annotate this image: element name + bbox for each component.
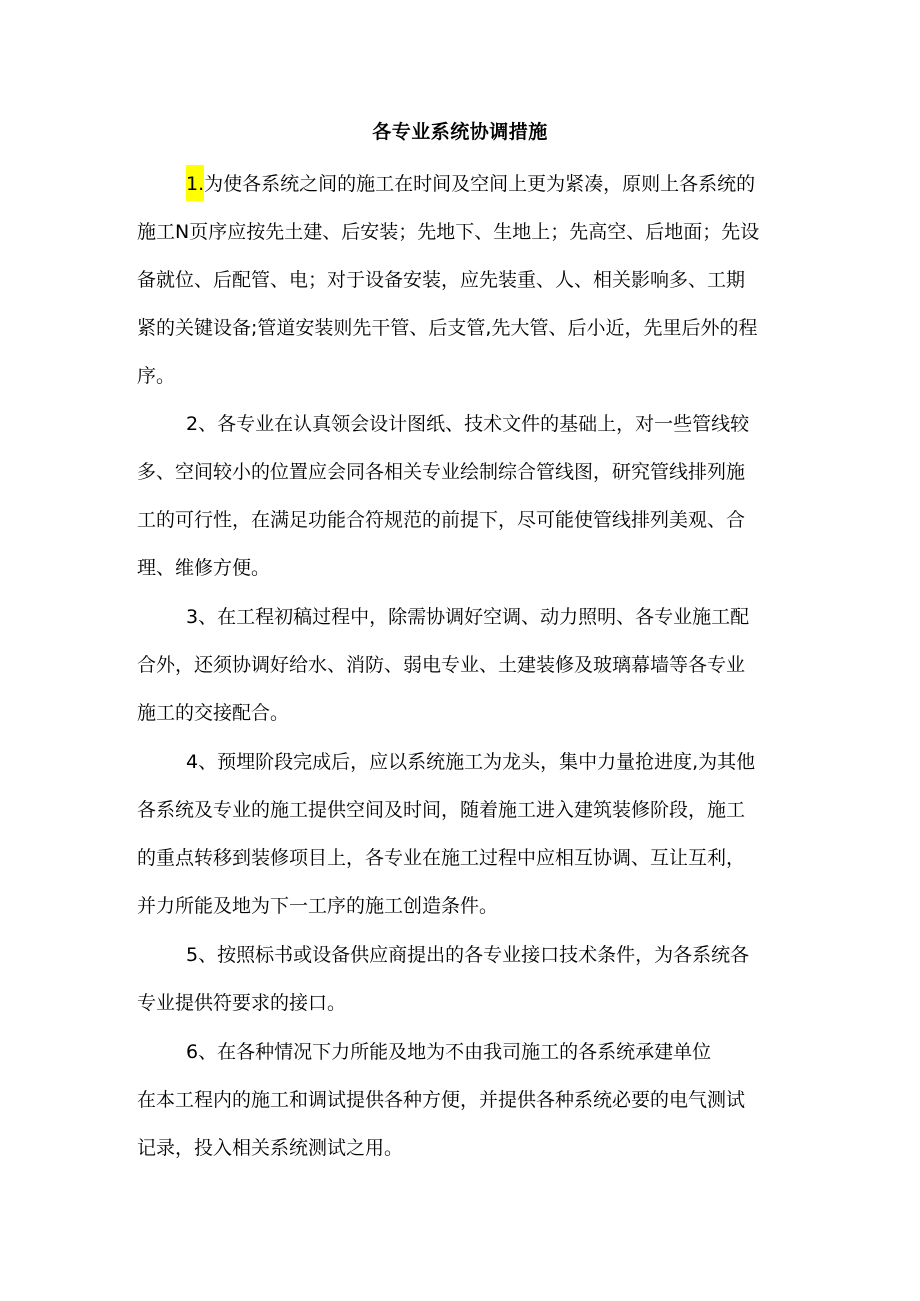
- paragraph-4-line-3: 的重点转移到装修项目上，各专业在施工过程中应相互协调、互让互利，: [137, 847, 746, 869]
- paragraph-3-line-1: 3、在工程初稿过程中，除需协调好空调、动力照明、各专业施工配: [186, 606, 750, 628]
- paragraph-5-line-1: 5、按照标书或设备供应商提出的各专业接口技术条件，为各系统各: [186, 944, 750, 966]
- paragraph-3-line-3: 施工的交接配合。: [137, 702, 290, 724]
- paragraph-1-line-3: 备就位、后配管、电；对于设备安装，应先装重、人、相关影响多、工期: [137, 269, 746, 291]
- paragraph-1-line-5: 序。: [137, 365, 176, 387]
- paragraph-4-line-1: 4、预埋阶段完成后，应以系统施工为龙头，集中力量抢进度,为其他: [186, 751, 756, 773]
- paragraph-4-line-2: 各系统及专业的施工提供空间及时间，随着施工进入建筑装修阶段，施工: [137, 799, 746, 821]
- paragraph-2-line-2: 多、空间较小的位置应会同各相关专业绘制综合管线图，研究管线排列施: [137, 461, 746, 483]
- paragraph-2-line-4: 理、维修方便。: [137, 557, 271, 579]
- paragraph-6-line-1: 6、在各种情况下力所能及地为不由我司施工的各系统承建单位: [186, 1041, 712, 1063]
- paragraph-1-line-2: 施工N页序应按先土建、后安装；先地下、生地上；先高空、后地面；先设: [137, 221, 760, 243]
- paragraph-3-line-2: 合外，还须协调好给水、消防、弱电专业、土建装修及玻璃幕墙等各专业: [137, 654, 746, 676]
- document-title: 各专业系统协调措施: [372, 121, 548, 143]
- paragraph-2-line-1: 2、各专业在认真领会设计图纸、技术文件的基础上，对一些管线较: [186, 413, 750, 435]
- paragraph-1-line-1: [186, 168, 755, 200]
- paragraph-2-line-3: 工的可行性，在满足功能合符规范的前提下，尽可能使管线排列美观、合: [137, 509, 746, 531]
- paragraph-6-line-3: 记录，投入相关系统测试之用。: [137, 1137, 404, 1159]
- paragraph-text: 为使各系统之间的施工在时间及空间上更为紧凑，原则上各系统的: [204, 173, 756, 195]
- paragraph-6-line-2: 在本工程内的施工和调试提供各种方便，并提供各种系统必要的电气测试: [137, 1089, 746, 1111]
- paragraph-5-line-2: 专业提供符要求的接口。: [137, 992, 347, 1014]
- paragraph-1-line-4: 紧的关键设备;管道安装则先干管、后支管,先大管、后小近，先里后外的程: [137, 317, 758, 339]
- highlighted-list-marker: 1.: [186, 165, 204, 201]
- paragraph-4-line-4: 并力所能及地为下一工序的施工创造条件。: [137, 895, 499, 917]
